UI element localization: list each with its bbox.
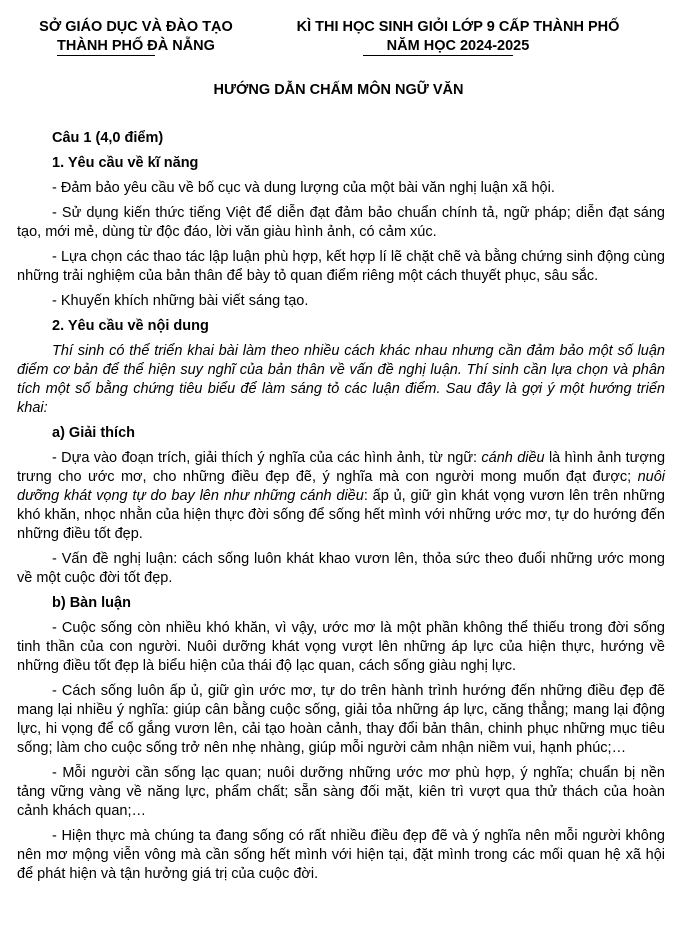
- section1-heading: 1. Yêu cầu về kĩ năng: [52, 155, 199, 171]
- subsection-b-heading: b) Bàn luận: [52, 595, 131, 611]
- subsection-b-paragraph: - Cuộc sống còn nhiều khó khăn, vì vậy, ước mơ là một phần không thể thiếu trong đời sống tinh thần của con người. Nuôi dưỡng khát vọng vượt lên những áp lực của hiện thực, hướng về những điều tốt đẹp là biểu hiện của thái độ lạc quan, cách sống giàu nghị lực.: [17, 620, 665, 674]
- section2-heading: 2. Yêu cầu về nội dung: [52, 318, 209, 334]
- section2-intro: Thí sinh có thể triển khai bài làm theo nhiều cách khác nhau nhưng cần đảm bảo một số luận điểm cơ bản để thể hiện suy nghĩ của bản thân về vấn đề nghị luận. Thí sinh cần lựa chọn và phân tích một số bằng chứng tiêu biểu để làm sáng tỏ các luận điểm. Sau đây là gợi ý một hướng triển khai:: [17, 343, 665, 416]
- question-heading: Câu 1 (4,0 điểm): [52, 130, 164, 146]
- header-left: [14, 18, 258, 56]
- subsection-a-paragraph: - Vấn đề nghị luận: cách sống luôn khát khao vươn lên, thỏa sức theo đuổi những ước mong về một cuộc đời tốt đẹp.: [17, 551, 665, 586]
- text-run: - Dựa vào đoạn trích, giải thích ý nghĩa của các hình ảnh, từ ngữ:: [52, 450, 482, 466]
- text-run: : ấp ủ, giữ gìn khát vọng vươn lên trên những khó khăn, nhọc nhằn của hiện thực đời sống để sống hết mình với những ước mơ, tự do hướng đến những điều tốt đẹp.: [17, 488, 665, 542]
- department-name: SỞ GIÁO DỤC VÀ ĐÀO TẠO: [39, 19, 233, 35]
- subsection-b-paragraph: - Mỗi người cần sống lạc quan; nuôi dưỡng những ước mơ phù hợp, ý nghĩa; chuẩn bị nền tảng vững vàng về năng lực, phẩm chất; sẵn sàng đối mặt, kiên trì vượt qua thử thách của hoàn cảnh khách quan;…: [17, 765, 665, 819]
- subsection-b-paragraph: - Cách sống luôn ấp ủ, giữ gìn ước mơ, tự do trên hành trình hướng đến những điều đẹp đẽ mang lại nhiều ý nghĩa: giúp cân bằng cuộc sống, giải tỏa những áp lực, căng thẳng; mang lại động lực, hi vọng để cố gắng vươn lên, cải tạo hoàn cảnh, thay đổi bản thân, chinh phục những mục tiêu sống; làm cho cuộc sống trở nên nhẹ nhàng, giúp mỗi người cảm nhận niềm vui, hạnh phúc;…: [17, 683, 665, 756]
- section1-paragraph: - Lựa chọn các thao tác lập luận phù hợp, kết hợp lí lẽ chặt chẽ và bằng chứng sinh động cùng những trải nghiệm của bản thân để bày tỏ quan điểm riêng một cách thuyết phục, sâu sắc.: [17, 249, 665, 284]
- header-right: [272, 18, 644, 56]
- subsection-a-paragraph: [17, 449, 665, 544]
- subsection-a-heading: a) Giải thích: [52, 425, 135, 441]
- document-title: HƯỚNG DẪN CHẤM MÔN NGỮ VĂN: [213, 82, 464, 98]
- document-body: [17, 129, 665, 890]
- header-right-underline: [363, 55, 513, 56]
- italic-phrase: cánh diều: [481, 450, 545, 466]
- section1-paragraph: - Đảm bảo yêu cầu về bố cục và dung lượng của một bài văn nghị luận xã hội.: [52, 180, 555, 196]
- subsection-b-paragraph: - Hiện thực mà chúng ta đang sống có rất nhiều điều đẹp đẽ và ý nghĩa nên mỗi người không nên mơ mộng viễn vông mà cần sống hết mình với hiện tại, đặt mình trong các mối quan hệ xã hội để phát hiện và tận hưởng giá trị của cuộc đời.: [17, 828, 665, 882]
- exam-name: KÌ THI HỌC SINH GIỎI LỚP 9 CẤP THÀNH PHỐ: [296, 19, 620, 35]
- city-name: THÀNH PHỐ ĐÀ NẴNG: [57, 38, 215, 54]
- section1-paragraph: - Sử dụng kiến thức tiếng Việt để diễn đạt đảm bảo chuẩn chính tả, ngữ pháp; diễn đạt sáng tạo, mới mẻ, dùng từ độc đáo, lời văn giàu hình ảnh, có cảm xúc.: [17, 205, 665, 240]
- italic-phrase: nuôi dưỡng khát vọng tự do bay lên như những cánh diều: [17, 469, 665, 504]
- text-run: là hình ảnh tượng trưng cho ước mơ, cho những điều đẹp đẽ, ý nghĩa mà con người mong muốn đạt được;: [17, 450, 666, 485]
- header-left-underline: [57, 55, 155, 56]
- school-year: NĂM HỌC 2024-2025: [386, 38, 530, 54]
- section1-paragraph: - Khuyến khích những bài viết sáng tạo.: [52, 293, 309, 309]
